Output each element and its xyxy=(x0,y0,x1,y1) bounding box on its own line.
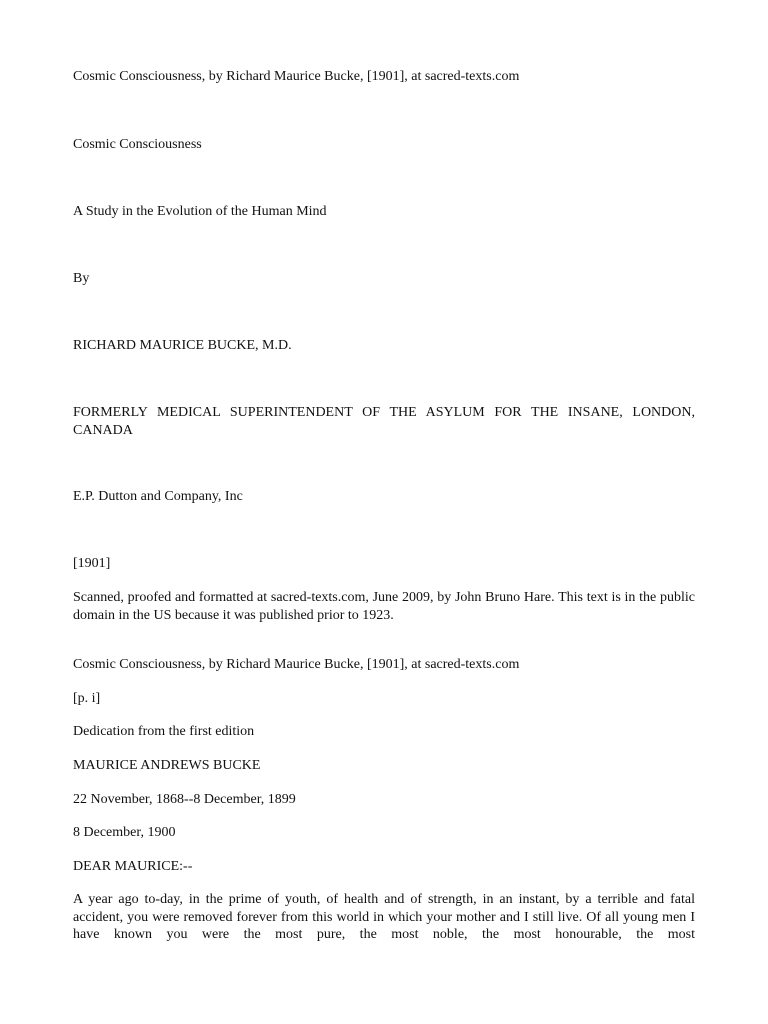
salutation: DEAR MAURICE:-- xyxy=(73,859,193,874)
dedicatee-dates: 22 November, 1868--8 December, 1899 xyxy=(73,792,296,807)
scan-note: Scanned, proofed and formatted at sacred-texts.com, June 2009, by John Bruno Hare. This text is in the public domain in the US because it was published prior to 1923. xyxy=(73,590,695,623)
dedication-heading: Dedication from the first edition xyxy=(73,724,255,739)
author-name: RICHARD MAURICE BUCKE, M.D. xyxy=(73,338,292,353)
book-title: Cosmic Consciousness xyxy=(73,137,202,152)
page-marker: [p. i] xyxy=(73,691,101,706)
source-header-line-repeat: Cosmic Consciousness, by Richard Maurice Bucke, [1901], at sacred-texts.com xyxy=(73,657,520,672)
source-header-line: Cosmic Consciousness, by Richard Maurice Bucke, [1901], at sacred-texts.com xyxy=(73,69,520,84)
publication-year: [1901] xyxy=(73,556,111,571)
dedicatee-name: MAURICE ANDREWS BUCKE xyxy=(73,758,261,773)
letter-date: 8 December, 1900 xyxy=(73,825,176,840)
book-subtitle: A Study in the Evolution of the Human Mind xyxy=(73,204,327,219)
by-label: By xyxy=(73,271,90,286)
letter-body: A year ago to-day, in the prime of youth, of health and of strength, in an instant, by a terrible and fatal accident, you were removed forever from this world in which your mother and I still live. Of all young men I have known you were the most pure, the most noble, the most honourable, the most xyxy=(73,892,695,942)
publisher: E.P. Dutton and Company, Inc xyxy=(73,489,243,504)
author-position: FORMERLY MEDICAL SUPERINTENDENT OF THE ASYLUM FOR THE INSANE, LONDON, CANADA xyxy=(73,405,695,438)
